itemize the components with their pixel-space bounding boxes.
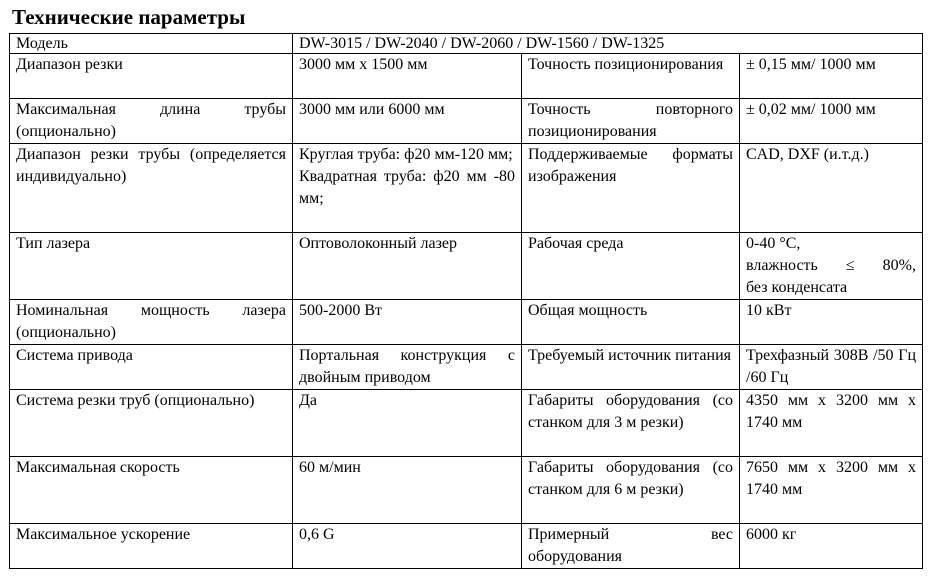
table-row [10,300,923,345]
param-label: Система привода [10,345,293,390]
param-label-2: Точность позиционирования [522,54,740,99]
param-label: Модель [10,34,293,54]
param-value: Портальная конструкция с двойным приводом [293,345,522,390]
param-value-line: Круглая труба: ф20 мм-120 мм; [299,146,513,163]
param-value: Оптоволоконный лазер [293,233,522,300]
param-value: DW-3015 / DW-2040 / DW-2060 / DW-1560 / DW-1325 [293,34,923,54]
document-title: Технические параметры [12,5,246,29]
param-value-2: Трехфазный 308В /50 Гц /60 Гц [740,345,923,390]
table-row [10,34,923,54]
table-row [10,390,923,457]
param-label-2: Общая мощность [522,300,740,345]
param-value-2: 10 кВт [740,300,923,345]
table-row [10,457,923,524]
param-value-line: Квадратная труба: ф20 мм -80 мм; [299,168,515,207]
table-row [10,345,923,390]
param-value-line: влажность ≤ 80%, [746,257,917,274]
param-value: 0,6 G [293,524,522,569]
param-value: 3000 мм или 6000 мм [293,99,522,144]
param-value [293,144,522,233]
param-value-2: 6000 кг [740,524,923,569]
param-value: 500-2000 Вт [293,300,522,345]
param-label-2: Габариты оборудования (со станком для 3 м резки) [522,390,740,457]
param-label: Номинальная мощность лазера (опционально) [10,300,293,345]
param-value-2: ± 0,15 мм/ 1000 мм [740,54,923,99]
param-label: Диапазон резки [10,54,293,99]
param-label: Тип лазера [10,233,293,300]
param-label: Максимальное ускорение [10,524,293,569]
table-row [10,524,923,569]
table-row [10,144,923,233]
param-label: Максимальная скорость [10,457,293,524]
param-label-2: Примерный вес оборудования [522,524,740,569]
param-value-2: 4350 мм х 3200 мм х 1740 мм [740,390,923,457]
param-value-2: ± 0,02 мм/ 1000 мм [740,99,923,144]
table-row [10,99,923,144]
param-label: Максимальная длина трубы (опционально) [10,99,293,144]
param-value-2: 7650 мм х 3200 мм х 1740 мм [740,457,923,524]
param-value: 3000 мм х 1500 мм [293,54,522,99]
table-row [10,54,923,99]
param-value: Да [293,390,522,457]
param-label: Система резки труб (опционально) [10,390,293,457]
specs-table [9,33,923,569]
param-value-line: без конденсата [746,279,848,296]
param-value-2 [740,233,923,300]
param-label: Диапазон резки трубы (определяется индивидуально) [10,144,293,233]
param-label-2: Габариты оборудования (со станком для 6 м резки) [522,457,740,524]
table-row [10,233,923,300]
param-label-2: Поддерживаемые форматы изображения [522,144,740,233]
param-label-2: Рабочая среда [522,233,740,300]
param-label-2: Точность повторного позиционирования [522,99,740,144]
param-value-line: 0-40 °С, [746,235,801,252]
param-value-2: CAD, DXF (и.т.д.) [740,144,923,233]
param-value: 60 м/мин [293,457,522,524]
param-label-2: Требуемый источник питания [522,345,740,390]
